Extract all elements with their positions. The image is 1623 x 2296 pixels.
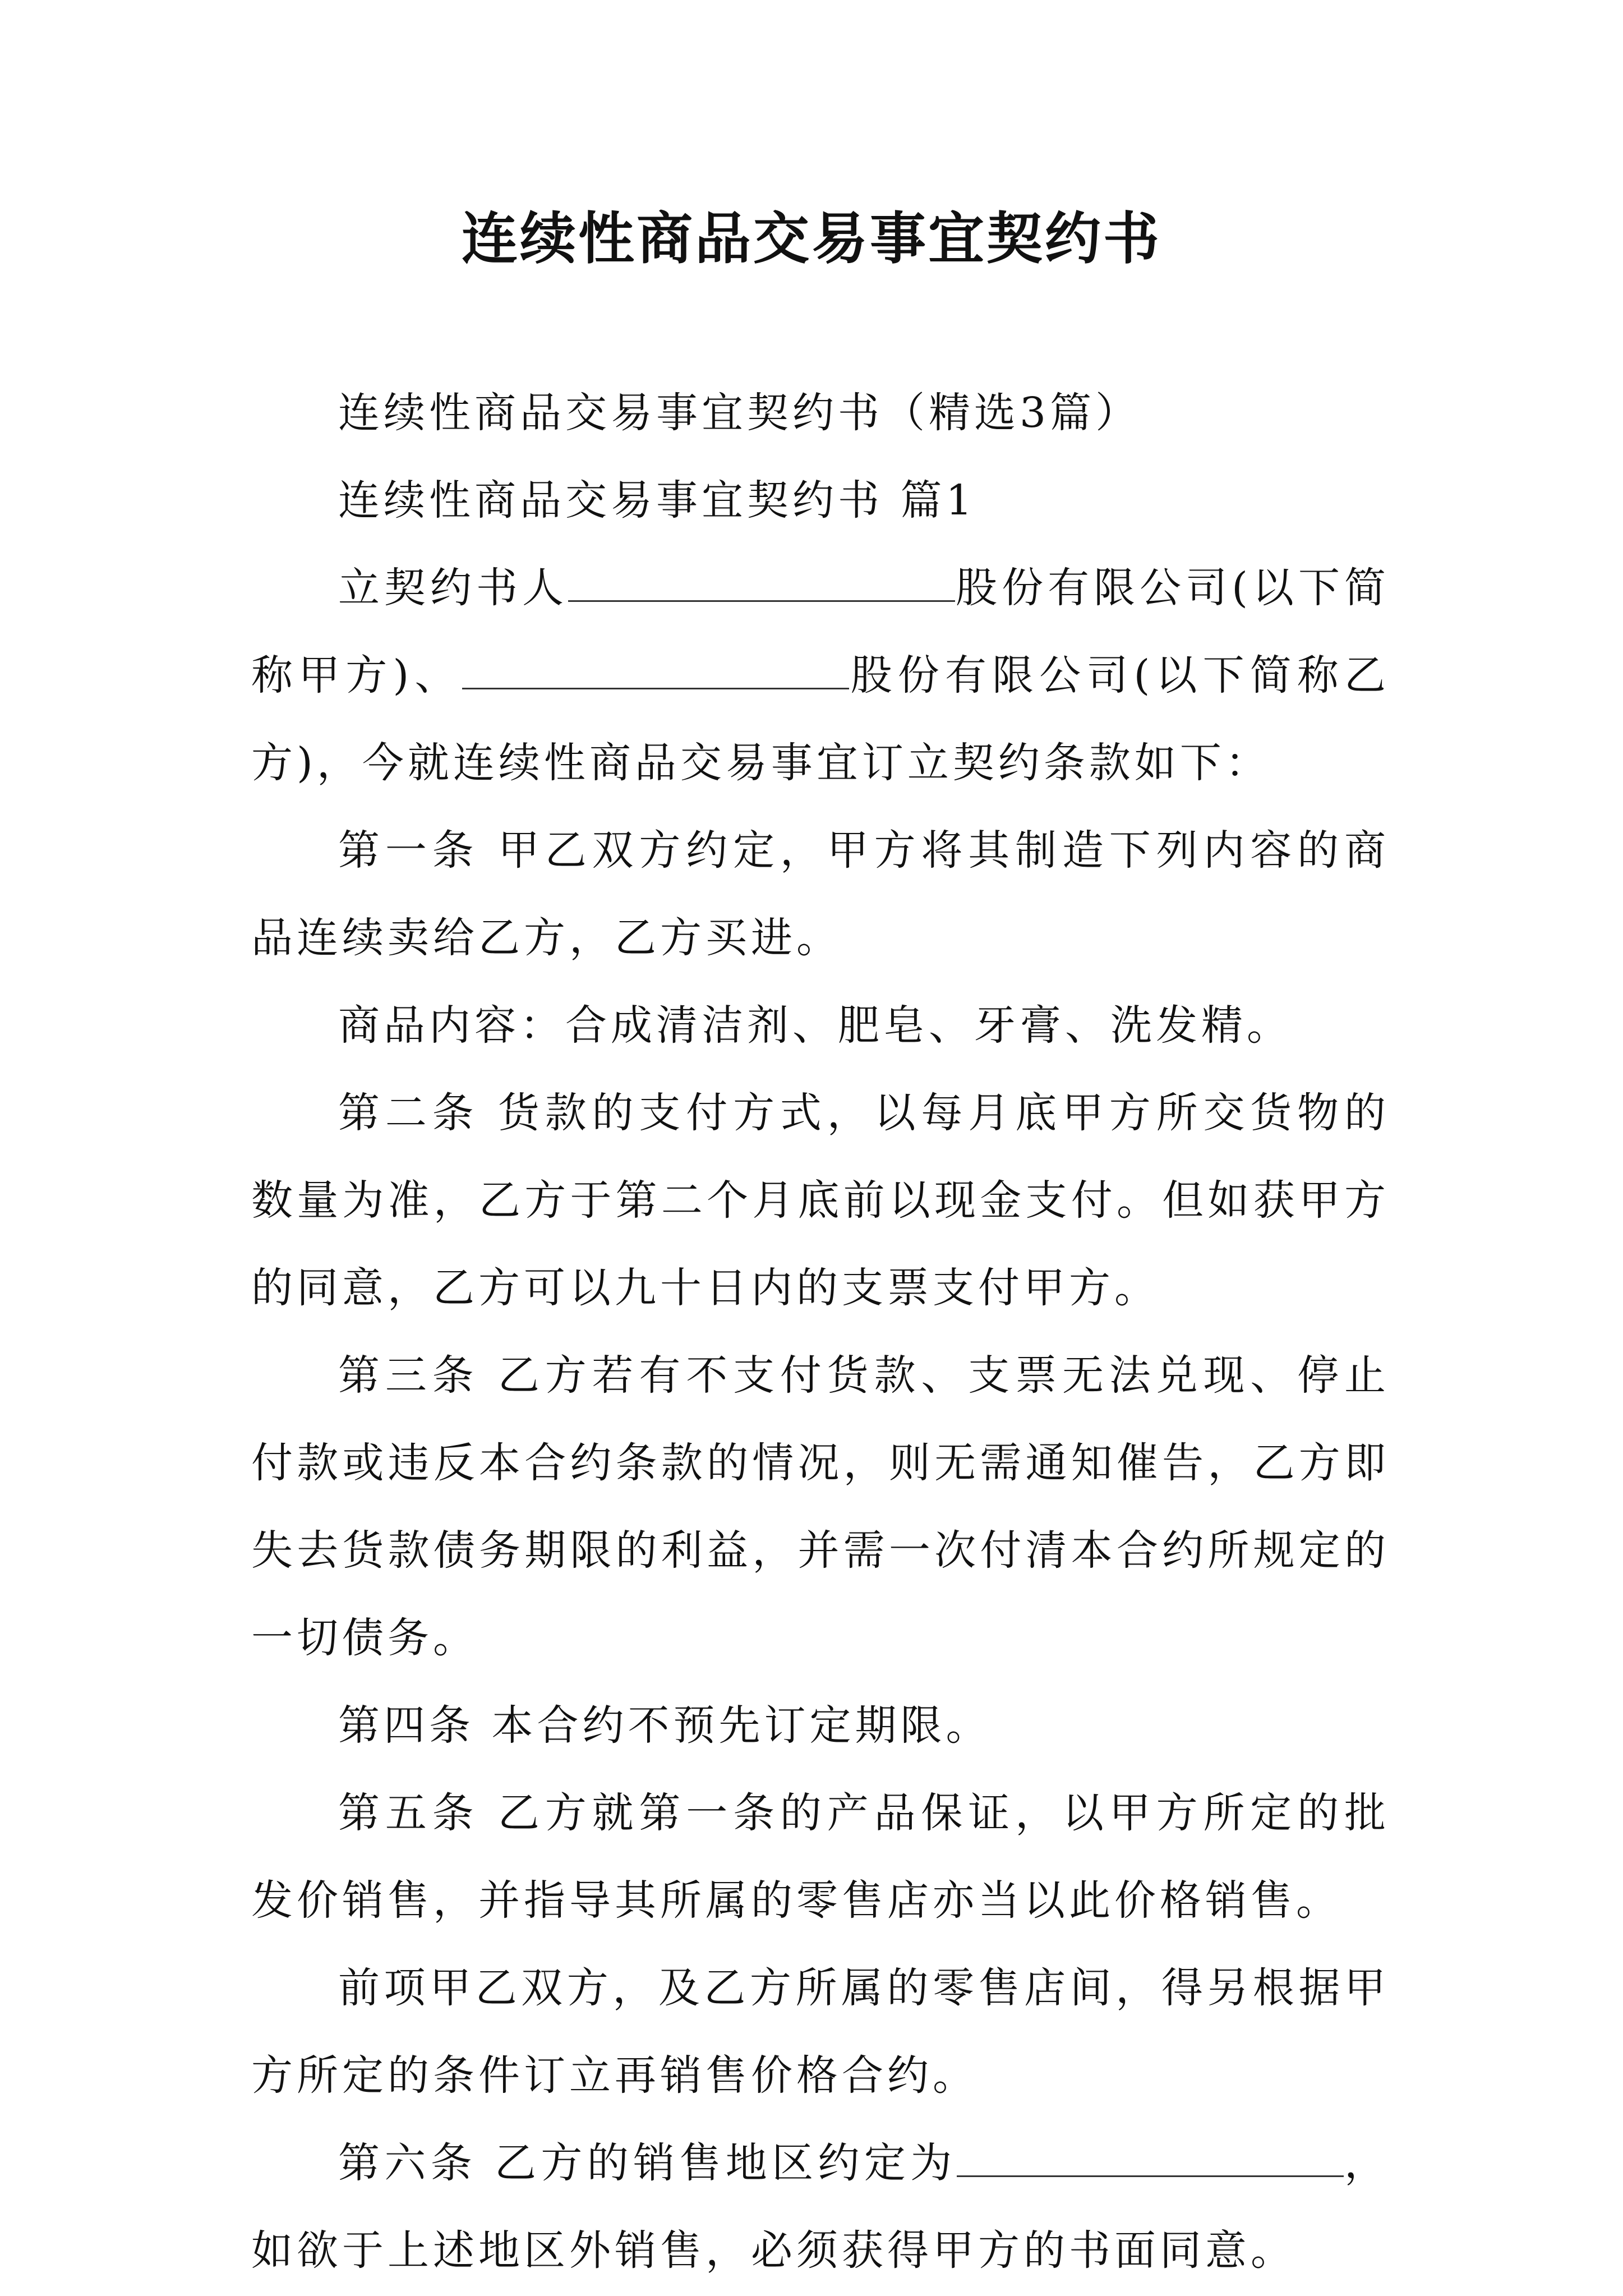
article-6 bbox=[251, 2119, 1390, 2294]
intro-text-1: 立契约书人 bbox=[338, 564, 569, 612]
goods-content: 商品内容：合成清洁剂、肥皂、牙膏、洗发精。 bbox=[338, 1001, 1292, 1050]
article-2: 第二条 货款的支付方式，以每月底甲方所交货物的数量为准，乙方于第二个月底前以现金支付。但如获甲方的同意，乙方可以九十日内的支票支付甲方。 bbox=[251, 1089, 1390, 1312]
subtitle-line: 连续性商品交易事宜契约书（精选3篇） bbox=[338, 389, 1141, 437]
article-5: 第五条 乙方就第一条的产品保证，以甲方所定的批发价销售，并指导其所属的零售店亦当以此价格销售。 bbox=[251, 1789, 1390, 1925]
party-b-blank bbox=[462, 651, 849, 689]
article-5-paragraph-2: 前项甲乙双方，及乙方所属的零售店间，得另根据甲方所定的条件订立再销售价格合约。 bbox=[251, 1964, 1390, 2100]
article-6-text-1: 第六条 乙方的销售地区约定为 bbox=[338, 2139, 957, 2187]
document-title: 连续性商品交易事宜契约书 bbox=[462, 205, 1161, 272]
intro-paragraph bbox=[251, 544, 1390, 807]
intro-text-3: 股份有限公司(以下简称乙方)，今就连续性商品交易事宜订立契约条款如下： bbox=[251, 651, 1390, 787]
party-a-blank bbox=[568, 563, 955, 602]
article-6-text-2: ，如欲于上述地区外销售，必须获得甲方的书面同意。 bbox=[251, 2139, 1390, 2275]
article-4: 第四条 本合约不预先订定期限。 bbox=[338, 1701, 992, 1750]
sales-region-blank bbox=[957, 2138, 1344, 2177]
document-body bbox=[251, 369, 1390, 2294]
article-3: 第三条 乙方若有不支付货款、支票无法兑现、停止付款或违反本合约条款的情况，则无需通知催告，乙方即失去货款债务期限的利益，并需一次付清本合约所规定的一切债务。 bbox=[251, 1351, 1390, 1662]
intro-text-2: 股份有限公司(以下简称甲方)、 bbox=[251, 564, 1390, 700]
section-heading: 连续性商品交易事宜契约书 篇1 bbox=[338, 476, 976, 524]
article-1: 第一条 甲乙双方约定，甲方将其制造下列内容的商品连续卖给乙方，乙方买进。 bbox=[251, 826, 1390, 962]
